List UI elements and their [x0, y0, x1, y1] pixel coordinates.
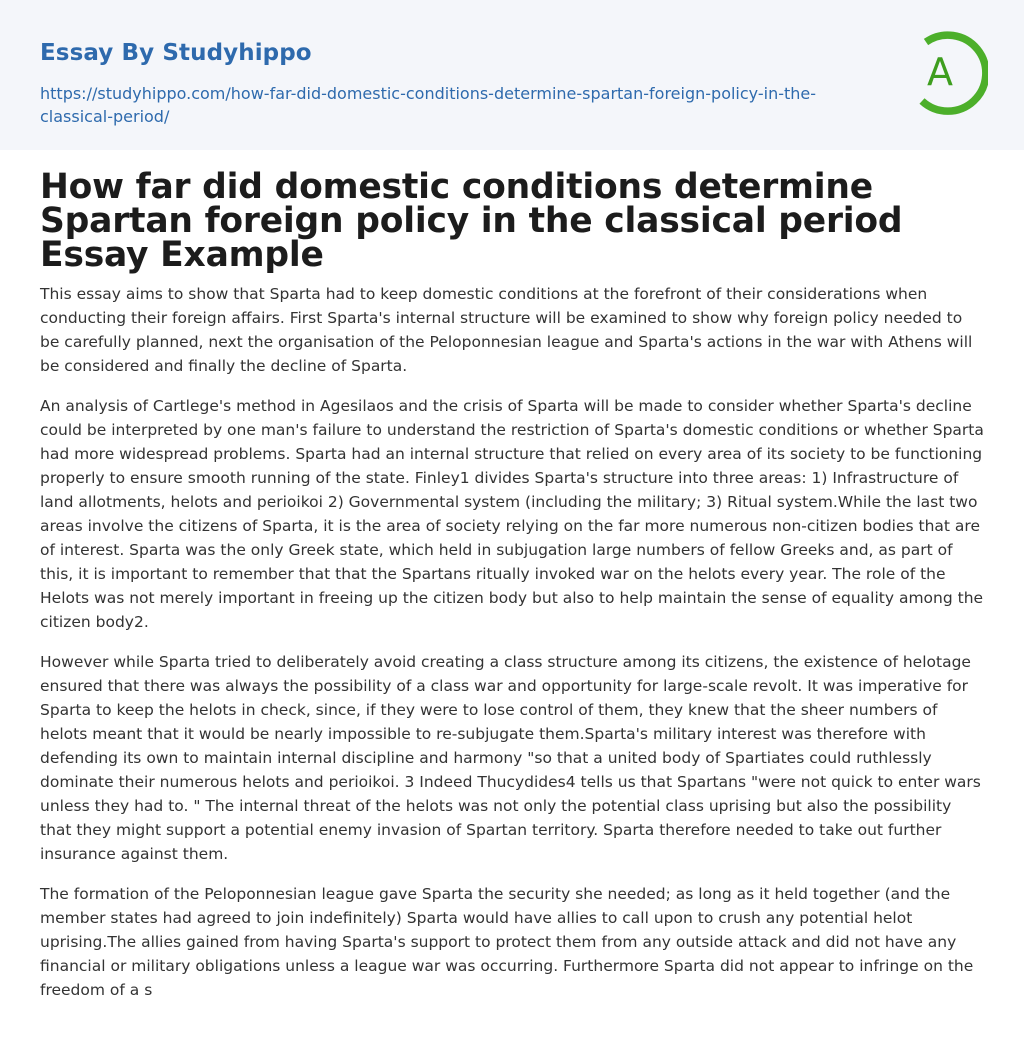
- article-paragraph-1: This essay aims to show that Sparta had to keep domestic conditions at the forefront of their considerations when conducting their foreign affairs. First Sparta's internal structure will be examined to show why foreign policy needed to be carefully planned, next the organisation of the Peloponnesian league and Sparta's actions in the war with Athens will be considered and finally the decline of Sparta.: [40, 285, 973, 375]
- studyhippo-logo-icon[interactable]: [904, 28, 988, 116]
- source-url-link[interactable]: https://studyhippo.com/how-far-did-domestic-conditions-determine-spartan-foreign-policy-in-the-classical-period/: [40, 84, 817, 126]
- article-paragraph-3: However while Sparta tried to deliberately avoid creating a class structure among its citizens, the existence of helotage ensured that there was always the possibility of a class war and opportunity for large-scale revolt. It was imperative for Sparta to keep the helots in check, since, if they were to lose control of them, they knew that the sheer numbers of helots meant that it would be nearly impossible to re-subjugate them.Sparta's military interest was therefore with defending its own to maintain internal discipline and harmony "so that a united body of Spartiates could ruthlessly dominate their numerous helots and perioikoi. 3 Indeed Thucydides4 tells us that Spartans "were not quick to enter wars unless they had to. " The internal threat of the helots was not only the potential class uprising but also the possibility that they might support a potential enemy invasion of Spartan territory. Sparta therefore needed to take out further insurance against them.: [40, 653, 981, 863]
- article-paragraph-4: The formation of the Peloponnesian league gave Sparta the security she needed; as long as it held together (and the member states had agreed to join indefinitely) Sparta would have allies to call upon to crush any potential helot uprising.The allies gained from having Sparta's support to protect them from any outside attack and did not have any financial or military obligations unless a league war was occurring. Furthermore Sparta did not appear to infringe on the freedom of a s: [40, 885, 974, 999]
- article-paragraph-2: An analysis of Cartlege's method in Agesilaos and the crisis of Sparta will be made to consider whether Sparta's decline could be interpreted by one man's failure to understand the restriction of Sparta's domestic conditions or whether Sparta had more widespread problems. Sparta had an internal structure that relied on every area of its society to be functioning properly to ensure smooth running of the state. Finley1 divides Sparta's structure into three areas: 1) Infrastructure of land allotments, helots and perioikoi 2) Governmental system (including the military; 3) Ritual system.While the last two areas involve the citizens of Sparta, it is the area of society relying on the far more numerous non-citizen bodies that are of interest. Sparta was the only Greek state, which held in subjugation large numbers of fellow Greeks and, as part of this, it is important to remember that that the Spartans ritually invoked war on the helots every year. The role of the Helots was not merely important in freeing up the citizen body but also to help maintain the sense of equality among the citizen body2.: [40, 397, 984, 631]
- logo-letter: A: [927, 50, 953, 94]
- site-header: [0, 0, 1024, 150]
- article: [40, 167, 986, 1002]
- article-title: How far did domestic conditions determine Spartan foreign policy in the classical period Essay Example: [40, 167, 903, 275]
- site-brand[interactable]: Essay By Studyhippo: [40, 40, 312, 66]
